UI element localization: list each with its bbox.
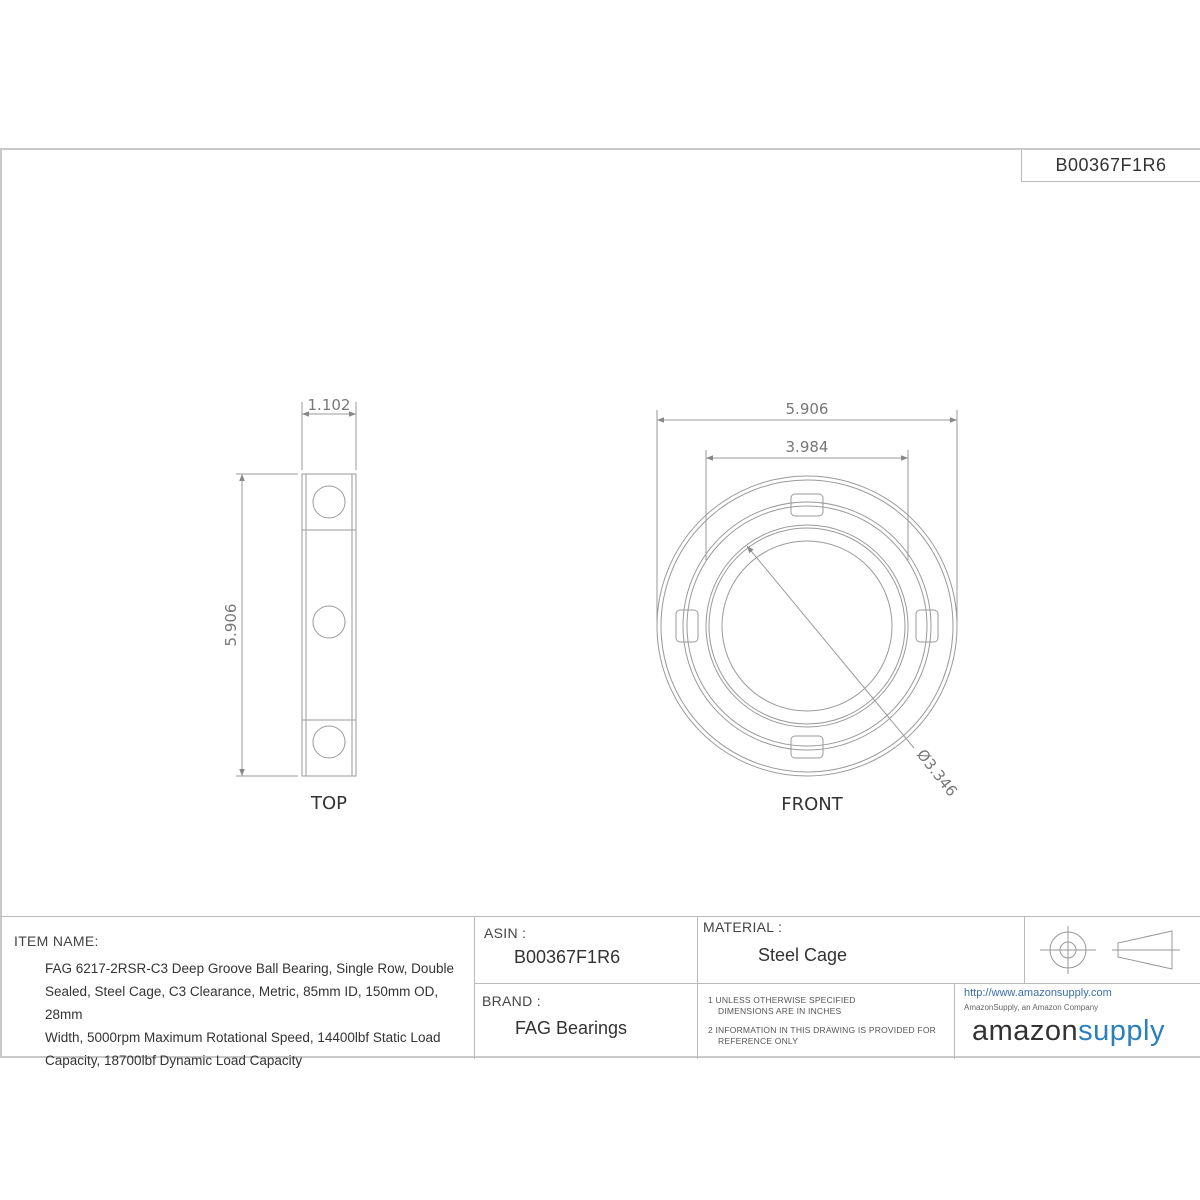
brand-label: BRAND :: [482, 993, 541, 1009]
logo-amazon: amazon: [972, 1015, 1079, 1047]
item-name-label: ITEM NAME:: [14, 933, 99, 949]
front-view: [657, 410, 957, 776]
note-line: 2 INFORMATION IN THIS DRAWING IS PROVIDED FOR: [708, 1025, 936, 1035]
top-view: [236, 402, 356, 776]
item-name-description: [45, 957, 470, 1072]
top-height-dim: 5.906: [222, 603, 240, 647]
amazonsupply-logo: [972, 1015, 1165, 1048]
asin-value: B00367F1R6: [514, 947, 621, 967]
title-block: [0, 916, 1200, 1068]
top-ball-middle: [313, 606, 345, 638]
asin-label: ASIN :: [484, 925, 527, 941]
item-name-line: Capacity, 18700lbf Dynamic Load Capacity: [45, 1053, 303, 1068]
top-width-dim: 1.102: [307, 396, 351, 414]
item-name-line: FAG 6217-2RSR-C3 Deep Groove Ball Bearing, Single Row, Double: [45, 961, 454, 976]
top-ball-lower: [313, 726, 345, 758]
material-label: MATERIAL :: [703, 919, 783, 935]
third-angle-projection-icon: [1032, 923, 1192, 977]
amazonsupply-url-link[interactable]: http://www.amazonsupply.com: [964, 987, 1112, 999]
outer-ring-od: [657, 476, 957, 776]
front-outer-dim: 5.906: [785, 400, 829, 418]
logo-supply: supply: [1078, 1015, 1165, 1047]
item-name-line: Sealed, Steel Cage, C3 Clearance, Metric, 85mm ID, 150mm OD, 28mm: [45, 984, 439, 1022]
projection-symbol: [1032, 923, 1192, 977]
bore: [722, 541, 892, 711]
drawing-id: B00367F1R6: [1055, 155, 1167, 175]
front-inner-dim: 3.984: [785, 438, 829, 456]
front-bore-dim: Ø3.346: [912, 745, 961, 801]
item-name-line: Width, 5000rpm Maximum Rotational Speed, 14400lbf Static Load: [45, 1030, 441, 1045]
front-view-label: FRONT: [781, 794, 843, 815]
brand-value: FAG Bearings: [515, 1018, 628, 1038]
note-line: REFERENCE ONLY: [718, 1036, 799, 1046]
top-ball-upper: [313, 486, 345, 518]
front-ball-top: [791, 494, 823, 516]
top-view-label: TOP: [310, 793, 348, 814]
top-view-outline: [302, 474, 356, 776]
company-tagline: AmazonSupply, an Amazon Company: [964, 1003, 1099, 1012]
cage-ring: [687, 506, 927, 746]
material-value: Steel Cage: [758, 945, 848, 965]
front-ball-bottom: [791, 736, 823, 758]
drawing-notes: [708, 995, 948, 1047]
note-line: 1 UNLESS OTHERWISE SPECIFIED: [708, 995, 856, 1005]
note-line: DIMENSIONS ARE IN INCHES: [718, 1006, 842, 1016]
